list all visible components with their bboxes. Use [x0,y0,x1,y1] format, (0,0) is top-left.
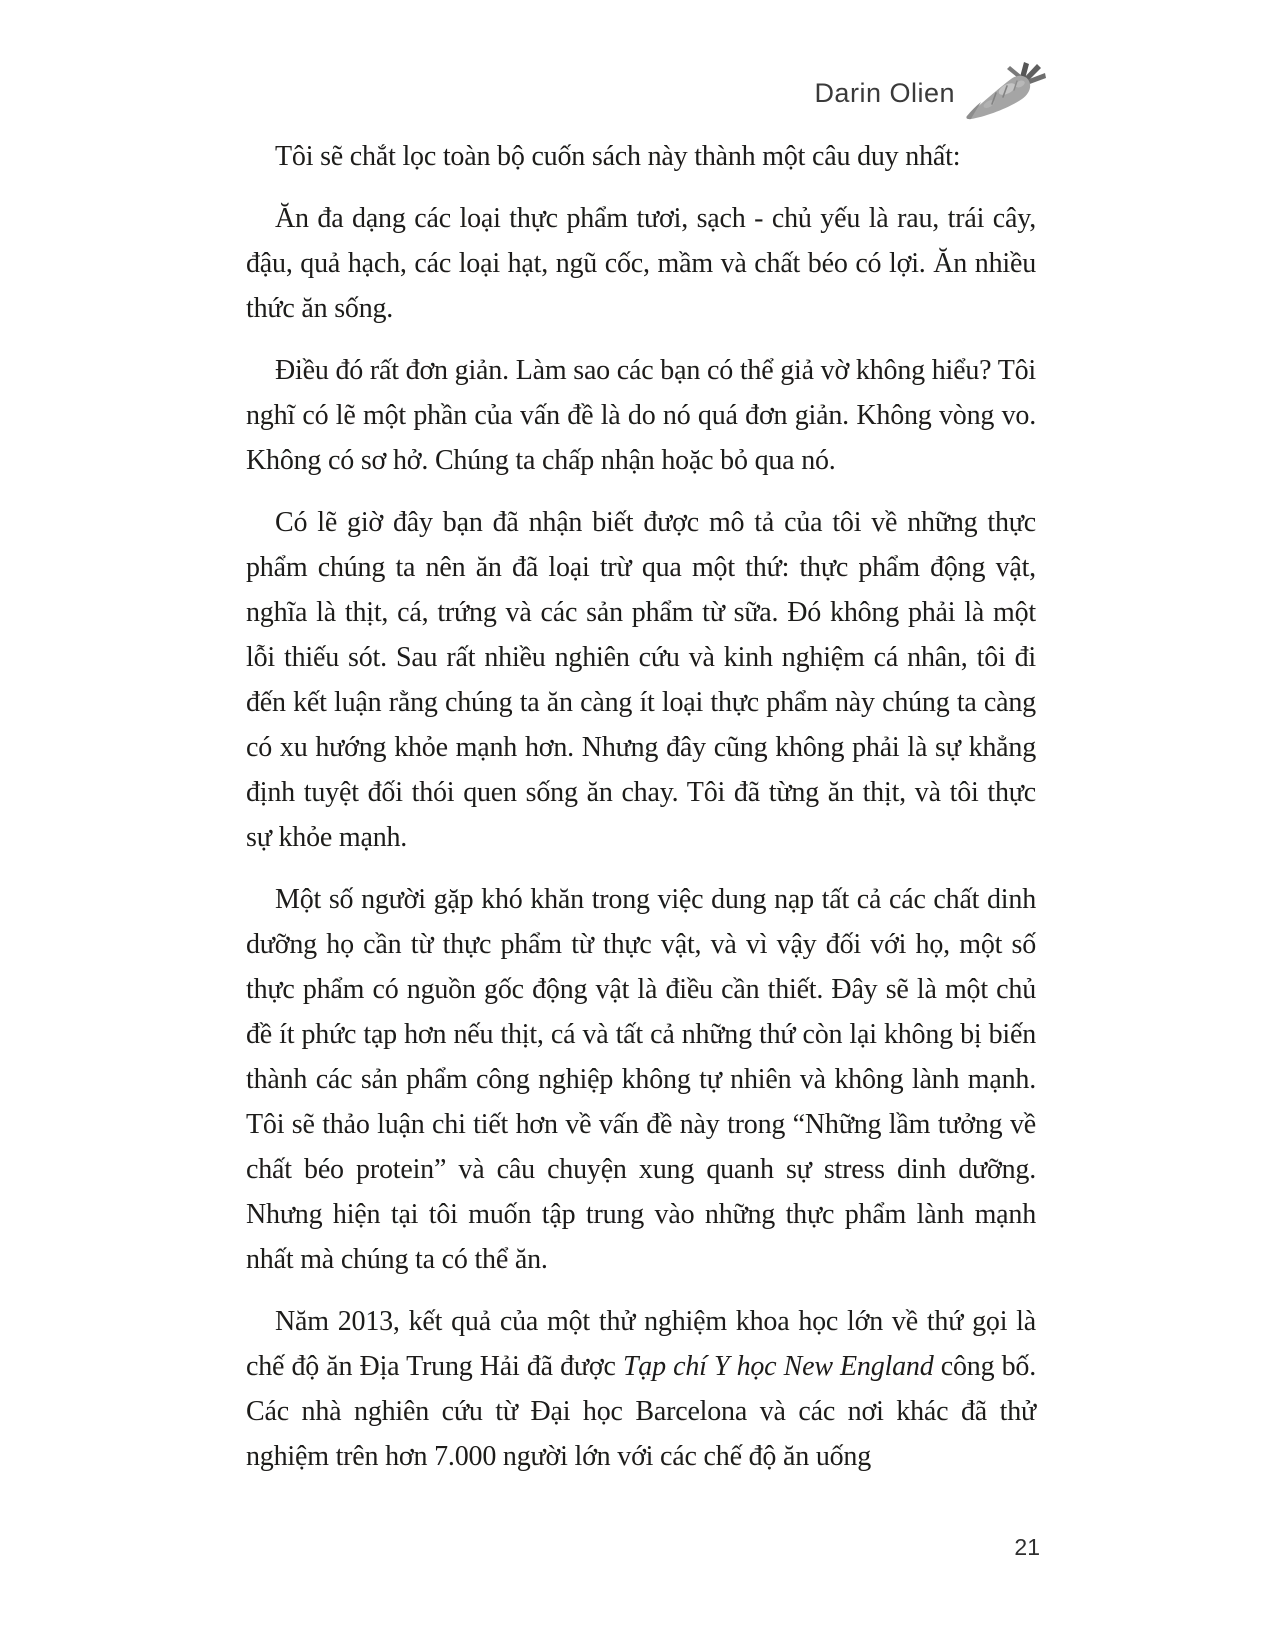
text-run: Năm 2013, kết quả của một thử nghiệm khoa học lớn về thứ gọi là chế độ ăn Địa Trung Hải đã được [246,1306,1036,1382]
paragraph [246,877,1036,1282]
text-run: Ăn đa dạng các loại thực phẩm tươi, sạch - chủ yếu là rau, trái cây, đậu, quả hạch, các loại hạt, ngũ cốc, mầm và chất béo có lợi. Ăn nhiều thức ăn sống. [246,203,1036,324]
italic-text-run: Tạp chí Y học New England [622,1351,934,1382]
text-run: Có lẽ giờ đây bạn đã nhận biết được mô tả của tôi về những thực phẩm chúng ta nên ăn đã loại trừ qua một thứ: thực phẩm động vật, nghĩa là thịt, cá, trứng và các sản phẩm từ sữa. Đó không phải là một lỗi thiếu sót. Sau rất nhiều nghiên cứu và kinh nghiệm cá nhân, tôi đi đến kết luận rằng chúng ta ăn càng ít loại thực phẩm này chúng ta càng có xu hướng khỏe mạnh hơn. Nhưng đây cũng không phải là sự khẳng định tuyệt đối thói quen sống ăn chay. Tôi đã từng ăn thịt, và tôi thực sự khỏe mạnh. [246,507,1036,853]
carrot-icon [963,62,1047,124]
paragraph [246,134,1036,179]
paragraph [246,1299,1036,1479]
text-run: công bố. Các nhà nghiên cứu từ Đại học Barcelona và các nơi khác đã thử nghiệm trên hơn 7.000 người lớn với các chế độ ăn uống [246,1351,1036,1472]
text-run: Tôi sẽ chắt lọc toàn bộ cuốn sách này thành một câu duy nhất: [275,141,961,172]
running-head-author: Darin Olien [814,77,955,108]
text-run: Điều đó rất đơn giản. Làm sao các bạn có thể giả vờ không hiểu? Tôi nghĩ có lẽ một phần của vấn đề là do nó quá đơn giản. Không vòng vo. Không có sơ hở. Chúng ta chấp nhận hoặc bỏ qua nó. [246,355,1036,476]
running-header [0,60,1047,126]
paragraph [246,196,1036,331]
body-text [246,134,1036,1496]
paragraph [246,348,1036,483]
text-run: Một số người gặp khó khăn trong việc dung nạp tất cả các chất dinh dưỡng họ cần từ thực phẩm từ thực vật, và vì vậy đối với họ, một số thực phẩm có nguồn gốc động vật là điều cần thiết. Đây sẽ là một chủ đề ít phức tạp hơn nếu thịt, cá và tất cả những thứ còn lại không bị biến thành các sản phẩm công nghiệp không tự nhiên và không lành mạnh. Tôi sẽ thảo luận chi tiết hơn về vấn đề này trong “Những lầm tưởng về chất béo protein” và câu chuyện xung quanh sự stress dinh dưỡng. Nhưng hiện tại tôi muốn tập trung vào những thực phẩm lành mạnh nhất mà chúng ta có thể ăn. [246,884,1036,1275]
paragraph [246,500,1036,860]
page-number: 21 [1014,1534,1040,1560]
